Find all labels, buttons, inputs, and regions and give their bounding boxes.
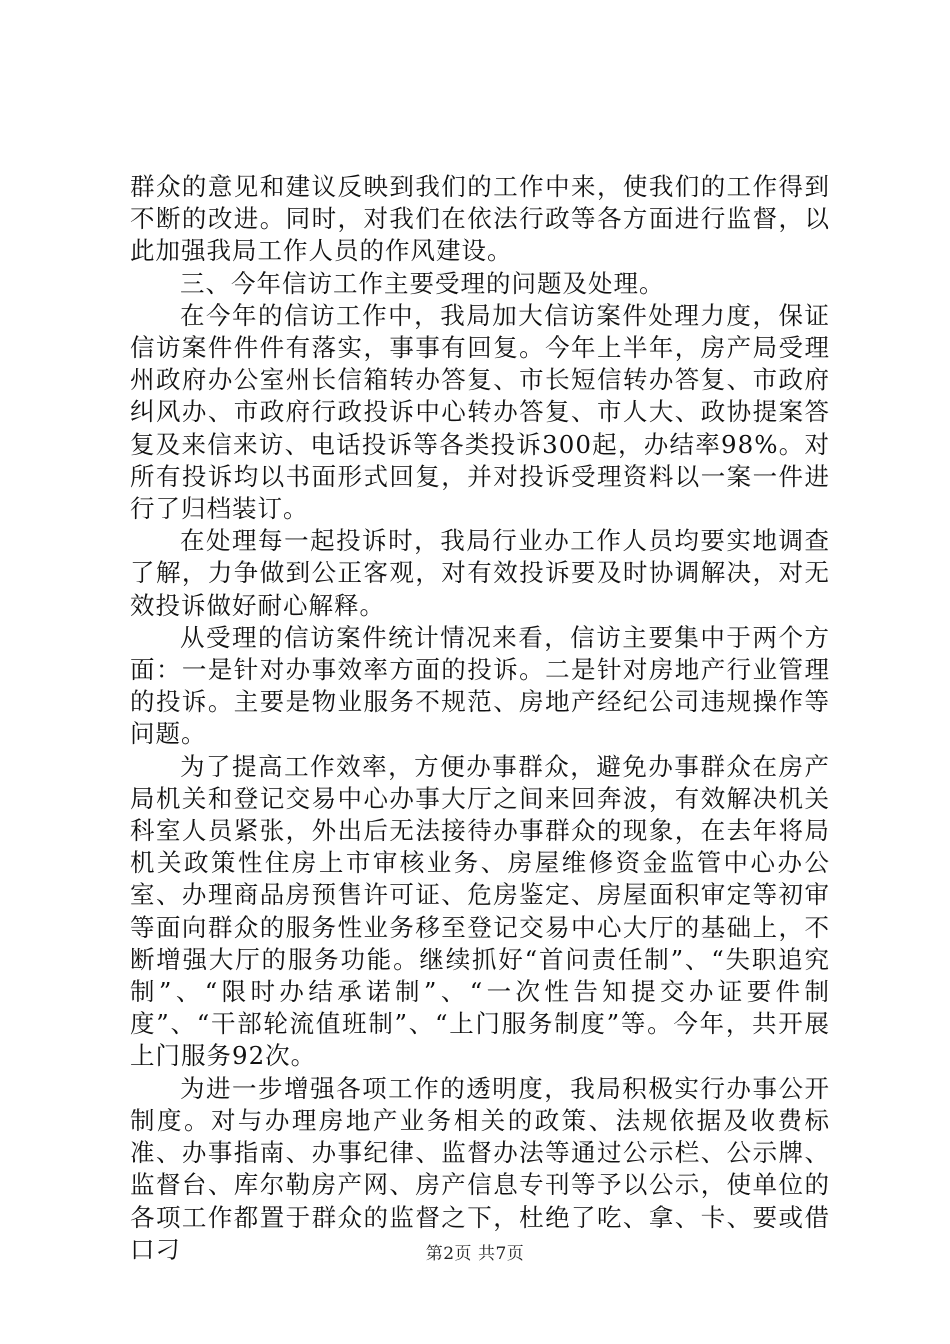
document-body [130,171,830,1266]
paragraph-3: 在处理每一起投诉时，我局行业办工作人员均要实地调查了解，力争做到公正客观，对有效投诉要及时协调解决，对无效投诉做好耐心解释。 [130,526,830,620]
paragraph-6: 为进一步增强各项工作的透明度，我局积极实行办事公开制度。对与办理房地产业务相关的政策、法规依据及收费标准、办事指南、办事纪律、监督办法等通过公示栏、公示牌、监督台、库尔勒房产网、房产信息专刊等予以公示，使单位的各项工作都置于群众的监督之下，杜绝了吃、拿、卡、要或借口刁 [130,1073,830,1264]
paragraph-5: 为了提高工作效率，方便办事群众，避免办事群众在房产局机关和登记交易中心办事大厅之间来回奔波，有效解决机关科室人员紧张，外出后无法接待办事群众的现象，在去年将局机关政策性住房上市审核业务、房屋维修资金监管中心办公室、办理商品房预售许可证、危房鉴定、房屋面积审定等初审等面向群众的服务性业务移至登记交易中心大厅的基础上，不断增强大厅的服务功能。继续抓好“首问责任制”、“失职追究制”、“限时办结承诺制”、“一次性告知提交办证要件制度”、“干部轮流值班制”、“上门服务制度”等。今年，共开展上门服务92次。 [130,751,830,1071]
paragraph-2: 在今年的信访工作中，我局加大信访案件处理力度，保证信访案件件件有落实，事事有回复。今年上半年，房产局受理州政府办公室州长信箱转办答复、市长短信转办答复、市政府纠风办、市政府行政投诉中心转办答复、市人大、政协提案答复及来信来访、电话投诉等各类投诉300起，办结率98%。对所有投诉均以书面形式回复，并对投诉受理资料以一案一件进行了归档装订。 [130,300,830,524]
section-heading: 三、今年信访工作主要受理的问题及处理。 [180,268,665,298]
paragraph-1: 群众的意见和建议反映到我们的工作中来，使我们的工作得到不断的改进。同时，对我们在依法行政等各方面进行监督，以此加强我局工作人员的作风建设。 [130,172,830,266]
paragraph-4: 从受理的信访案件统计情况来看，信访主要集中于两个方面：一是针对办事效率方面的投诉。二是针对房地产行业管理的投诉。主要是物业服务不规范、房地产经纪公司违规操作等问题。 [130,622,830,749]
page-number-footer: 第2页 共7页 [425,1244,525,1264]
